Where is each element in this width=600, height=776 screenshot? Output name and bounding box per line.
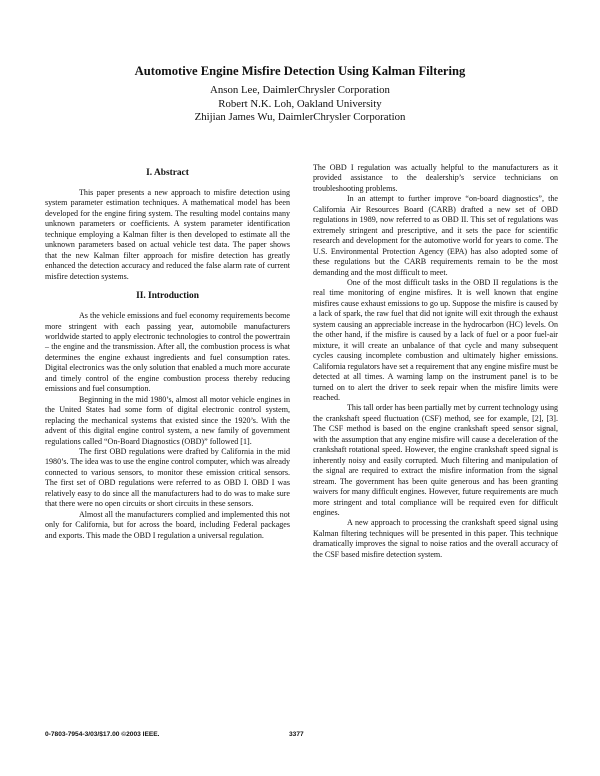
body-paragraph: One of the most difficult tasks in the OBD II regulations is the real time monitoring of engine misfires. It is well known that engine misfires cause exhaust emissions to go up. Suppose the misfire is caused by a lack of spark, the raw fuel that did not ignite will exit through the exhaust system causing an appreciable increase in the hydrocarbon (HC) levels. On the other hand, if the misfire is caused by a lack of fuel or a poor fuel-air mixture, it will create an unbalance of that cycle and many subsequent cycles causing incomplete combustion and ultimately higher emissions. California regulators have set a requirement that any engine misfire must be detected at all times. A warning lamp on the instrument panel is to be turned on to alert the driver to seek repair when the misfire limits were reached. xyxy=(313,277,558,402)
author-line: Anson Lee, DaimlerChrysler Corporation xyxy=(210,84,390,96)
body-paragraph: A new approach to processing the crankshaft speed signal using Kalman filtering techniques will be presented in this paper. This technique dramatically improves the signal to noise ratios and the overall accuracy of the CSF based misfire detection system. xyxy=(313,518,558,559)
page-number: 3377 xyxy=(289,731,304,738)
right-column xyxy=(313,163,558,560)
intro-paragraph: Almost all the manufacturers complied and implemented this not only for California, but for across the board, including Federal packages and exports. This made the OBD I regulation a universal regulation. xyxy=(45,509,290,540)
intro-paragraph: Beginning in the mid 1980’s, almost all motor vehicle engines in the United States had some form of digital electronic control system, replacing the mechanical systems that existed since the 1920’s. With the advent of this digital engine control system, a new family of government regulations called “On-Board Diagnostics (OBD)” followed [1]. xyxy=(45,394,290,446)
abstract-text: This paper presents a new approach to misfire detection using system parameter estimation techniques. A mathematical model has been developed for the engine firing system. The resulting model contains many unknown parameters or coefficients. A system parameter identification technique employing a Kalman filter is then developed to estimate all the unknown parameters based on actual vehicle test data. The paper shows that the new Kalman filter approach for misfire detection has greatly enhanced the detection accuracy and reduced the false alarm rate of current misfire detection systems. xyxy=(45,188,290,281)
body-paragraph: The OBD I regulation was actually helpful to the manufacturers as it provided assistance to the dealership’s service technicians on troubleshooting problems. xyxy=(313,163,558,193)
intro-paragraph: As the vehicle emissions and fuel economy requirements become more stringent with each passing year, automobile manufacturers worldwide started to apply electronic technologies to control the powertrain – the engine and the transmission. After all, the combustion process is what determines the engine exhaust ingredients and fuel consumption rates. Digital electronics was the only solution that enabled a much more accurate and timely control of the engine combustion process thereby reducing emissions and fuel consumption. xyxy=(45,311,290,394)
abstract-heading: I. Abstract xyxy=(146,168,189,178)
intro-paragraph: The first OBD regulations were drafted by California in the mid 1980’s. The idea was to use the engine control computer, which was already connected to various sensors, to monitor these emission critical sensors. The first set of OBD regulations were referred to as OBD I. OBD I was relatively easy to do since all the manufacturers had to do was to make sure that there were no open circuits or short circuits in these sensors. xyxy=(45,446,290,509)
author-block xyxy=(0,84,600,125)
left-column xyxy=(45,168,290,541)
introduction-heading: II. Introduction xyxy=(136,291,199,302)
author-line: Robert N.K. Loh, Oakland University xyxy=(218,97,382,110)
paper-title: Automotive Engine Misfire Detection Using Kalman Filtering xyxy=(134,64,466,78)
body-paragraph: In an attempt to further improve “on-board diagnostics”, the California Air Resources Board (CARB) drafted a new set of OBD regulations in 1989, now referred to as OBD II. This set of regulations was extremely stringent and prescriptive, and it sets the pace for scientific research and development for the automotive world for years to come. The U.S. Environmental Protection Agency (EPA) has also adopted some of these regulations but the CARB requirements remain to be the most demanding and the most difficult to meet. xyxy=(313,194,558,277)
copyright-footer: 0-7803-7954-3/03/$17.00 ©2003 IEEE. xyxy=(45,731,160,738)
body-paragraph: This tall order has been partially met by current technology using the crankshaft speed fluctuation (CSF) method, see for example, [2], [3]. The CSF method is based on the engine crankshaft speed sensor signal, with the assumption that any engine misfire will cause a deceleration of the crankshaft rotational speed. However, the engine crankshaft speed signal is inherently noisy and easily corrupted. Much filtering and manipulation of the signal are required to extract the misfire information from the signal stream. The government has been quite generous and has been granting waivers for many difficult engines. However, future requirements are much more stringent and total compliance will be required even for difficult engines. xyxy=(313,403,558,517)
author-line: Zhijian James Wu, DaimlerChrysler Corporation xyxy=(194,111,406,124)
